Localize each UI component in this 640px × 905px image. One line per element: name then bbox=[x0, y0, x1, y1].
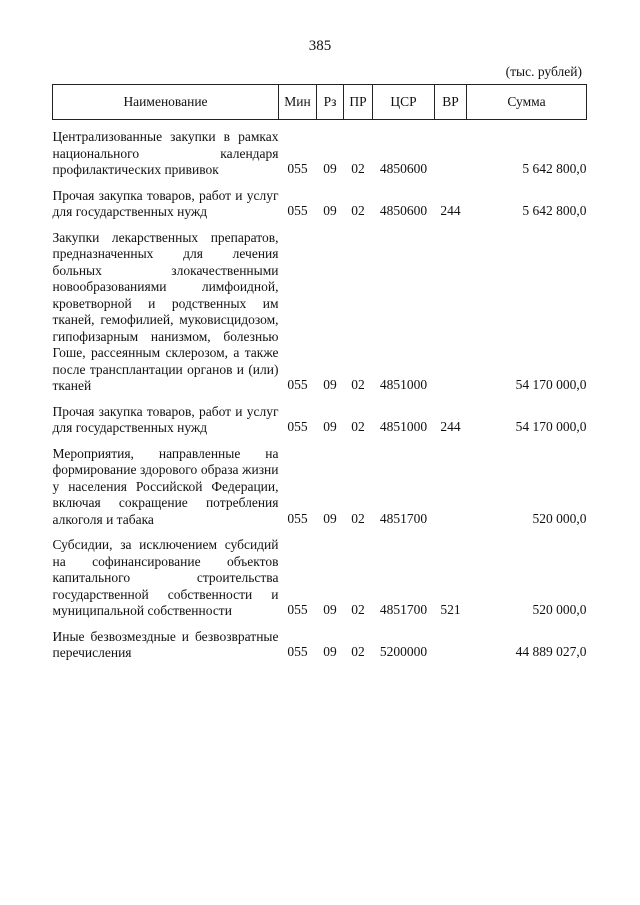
header-vr: ВР bbox=[435, 85, 467, 120]
row-pr: 02 bbox=[351, 161, 365, 176]
row-pr: 02 bbox=[351, 203, 365, 218]
row-min: 055 bbox=[287, 419, 308, 434]
row-rz: 09 bbox=[323, 161, 337, 176]
row-sum: 5 642 800,0 bbox=[522, 161, 587, 176]
row-min: 055 bbox=[287, 203, 308, 218]
row-name: Мероприятия, направленные на формирование здорового образа жизни у населения Российской Федерации, включая сокращение потребления алкоголя и табака bbox=[52, 445, 279, 527]
row-name: Иные безвозмездные и безвозвратные перечисления bbox=[52, 628, 279, 660]
row-pr: 02 bbox=[351, 377, 365, 392]
row-min: 055 bbox=[287, 161, 308, 176]
row-vr: 244 bbox=[440, 203, 461, 218]
row-vr bbox=[435, 221, 467, 395]
table-row bbox=[53, 620, 587, 662]
header-min: Мин bbox=[279, 85, 317, 120]
row-pr: 02 bbox=[351, 419, 365, 434]
row-pr: 02 bbox=[351, 602, 365, 617]
table-header bbox=[53, 85, 587, 120]
row-vr: 521 bbox=[440, 602, 461, 617]
row-rz: 09 bbox=[323, 510, 337, 526]
row-name: Прочая закупка товаров, работ и услуг для государственных нужд bbox=[52, 187, 279, 219]
row-csr: 4850600 bbox=[379, 161, 428, 176]
row-sum: 54 170 000,0 bbox=[515, 419, 587, 434]
row-sum: 44 889 027,0 bbox=[515, 644, 587, 659]
row-rz: 09 bbox=[323, 419, 337, 434]
table-row bbox=[53, 395, 587, 437]
row-min: 055 bbox=[287, 510, 308, 526]
row-vr bbox=[435, 120, 467, 179]
row-sum: 5 642 800,0 bbox=[522, 203, 587, 218]
row-csr: 4851000 bbox=[379, 377, 428, 392]
row-name: Прочая закупка товаров, работ и услуг для государственных нужд bbox=[52, 403, 279, 435]
row-rz: 09 bbox=[323, 602, 337, 617]
row-csr: 5200000 bbox=[379, 644, 428, 659]
units-label: (тыс. рублей) bbox=[505, 64, 582, 79]
row-min: 055 bbox=[287, 644, 308, 659]
row-csr: 4851000 bbox=[379, 419, 428, 434]
row-vr bbox=[435, 437, 467, 529]
row-csr: 4850600 bbox=[379, 203, 428, 218]
header-sum: Сумма bbox=[467, 85, 587, 120]
row-pr: 02 bbox=[351, 510, 365, 526]
table-row bbox=[53, 120, 587, 179]
row-name: Субсидии, за исключением субсидий на софинансирование объектов капитального строительства государственной собственности и муниципальной собственности bbox=[52, 537, 279, 618]
table-row bbox=[53, 437, 587, 529]
row-sum: 520 000,0 bbox=[532, 602, 587, 617]
row-csr: 4851700 bbox=[379, 510, 428, 526]
header-rz: Рз bbox=[317, 85, 344, 120]
page-number: 385 bbox=[308, 38, 332, 54]
row-sum: 520 000,0 bbox=[532, 510, 587, 526]
row-rz: 09 bbox=[323, 644, 337, 659]
table-row bbox=[53, 221, 587, 395]
header-name: Наименование bbox=[53, 85, 279, 120]
row-sum: 54 170 000,0 bbox=[515, 377, 587, 392]
header-csr: ЦСР bbox=[373, 85, 435, 120]
row-min: 055 bbox=[287, 377, 308, 392]
row-name: Закупки лекарственных препаратов, предназначенных для лечения больных злокачественными новообразованиями лимфоидной, кроветворной и родственных им тканей, гемофилией, муковисцидозом, гипофизарным нанизмом, болезнью Гоше, рассеянным склерозом, а также после трансплантации органов и (или) тканей bbox=[52, 229, 279, 393]
row-pr: 02 bbox=[351, 644, 365, 659]
row-rz: 09 bbox=[323, 203, 337, 218]
row-min: 055 bbox=[287, 602, 308, 617]
row-vr bbox=[435, 620, 467, 662]
row-rz: 09 bbox=[323, 377, 337, 392]
budget-table bbox=[52, 84, 587, 662]
row-name: Централизованные закупки в рамках национального календаря профилактических прививок bbox=[52, 129, 279, 177]
row-vr: 244 bbox=[440, 419, 461, 434]
header-pr: ПР bbox=[344, 85, 373, 120]
table-row bbox=[53, 179, 587, 221]
row-csr: 4851700 bbox=[379, 602, 428, 617]
table-row bbox=[53, 528, 587, 620]
